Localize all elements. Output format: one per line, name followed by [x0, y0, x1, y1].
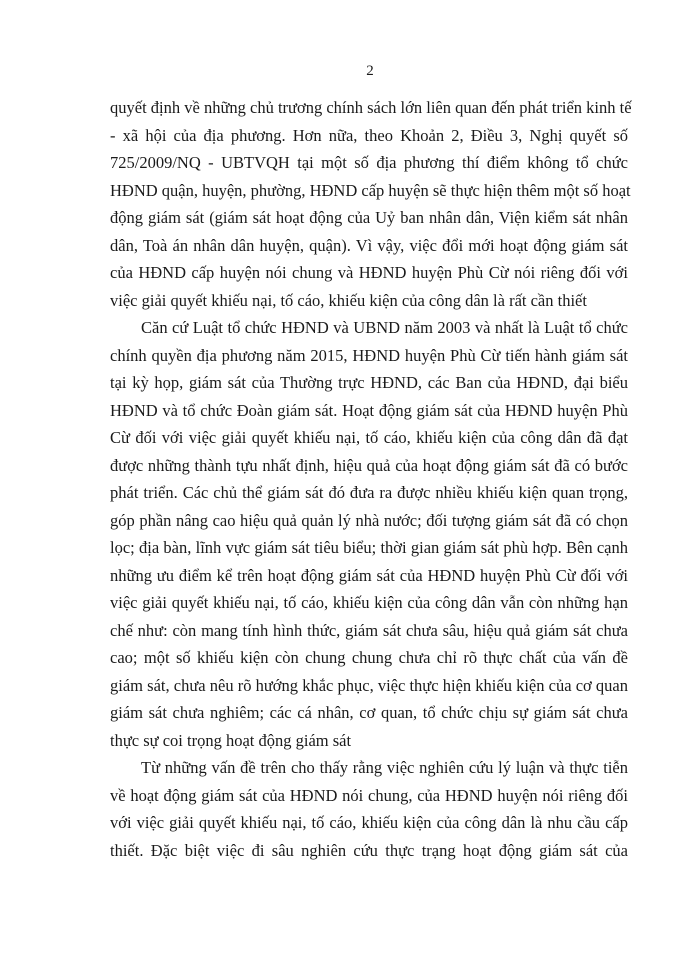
text-line: với việc giải quyết khiếu nại, tố cáo, khiếu kiện của công dân là nhu cầu cấp: [110, 813, 628, 832]
text-line: việc giải quyết khiếu nại, tố cáo, khiếu kiện của công dân vẫn còn những hạn: [110, 593, 628, 612]
paragraph-1: [110, 94, 632, 314]
paragraph-2: [110, 314, 628, 754]
text-line: cao; một số khiếu kiện còn chung chung chưa chỉ rõ thực chất của vấn đề: [110, 648, 628, 667]
text-line: phát triển. Các chủ thể giám sát đó đưa ra được nhiều khiếu kiện quan trọng,: [110, 483, 628, 502]
text-line: - xã hội của địa phương. Hơn nữa, theo Khoản 2, Điều 3, Nghị quyết số: [110, 125, 628, 145]
text-line: Căn cứ Luật tổ chức HĐND và UBND năm 2003 và nhất là Luật tổ chức: [141, 318, 628, 337]
text-line: thực sự coi trọng hoạt động giám sát: [110, 730, 352, 750]
text-line: được những thành tựu nhất định, hiệu quả của hoạt động giám sát đã có bước: [110, 455, 628, 475]
text-line: chế như: còn mang tính hình thức, giám sát chưa sâu, hiệu quả giám sát chưa: [110, 620, 628, 640]
body-text: [110, 94, 632, 864]
text-line: của HĐND cấp huyện nói chung và HĐND huyện Phù Cừ nói riêng đối với: [110, 263, 628, 282]
text-line: dân, Toà án nhân dân huyện, quận). Vì vậy, việc đổi mới hoạt động giám sát: [110, 235, 628, 255]
text-line: những ưu điểm kể trên hoạt động giám sát của HĐND huyện Phù Cừ đối với: [110, 565, 628, 585]
text-line: quyết định về những chủ trương chính sách lớn liên quan đến phát triển kinh tế: [110, 98, 632, 117]
text-line: HĐND và tổ chức Đoàn giám sát. Hoạt động giám sát của HĐND huyện Phù: [110, 400, 628, 420]
text-line: thiết. Đặc biệt việc đi sâu nghiên cứu thực trạng hoạt động giám sát của: [110, 840, 628, 860]
text-line: tại kỳ họp, giám sát của Thường trực HĐND, các Ban của HĐND, đại biểu: [110, 373, 628, 392]
text-line: giám sát chưa nghiêm; các cá nhân, cơ quan, tổ chức chịu sự giám sát chưa: [110, 703, 628, 722]
text-line: chính quyền địa phương năm 2015, HĐND huyện Phù Cừ tiến hành giám sát: [110, 345, 628, 365]
text-line: giám sát, chưa nêu rõ hướng khắc phục, việc thực hiện khiếu kiện của cơ quan: [110, 675, 628, 695]
paragraph-3: [110, 754, 628, 864]
text-line: lọc; địa bàn, lĩnh vực giám sát tiêu biểu; thời gian giám sát phù hợp. Bên cạnh: [110, 538, 628, 557]
page-number: 2: [366, 63, 374, 79]
text-line: về hoạt động giám sát của HĐND nói chung, của HĐND huyện nói riêng đối: [110, 785, 628, 805]
text-line: Cừ đối với việc giải quyết khiếu nại, tố cáo, khiếu kiện của công dân đã đạt: [110, 428, 628, 447]
text-line: HĐND quận, huyện, phường, HĐND cấp huyện sẽ thực hiện thêm một số hoạt: [110, 180, 631, 200]
text-line: động giám sát (giám sát hoạt động của Uỷ ban nhân dân, Viện kiểm sát nhân: [110, 208, 628, 227]
text-line: Từ những vấn đề trên cho thấy rằng việc nghiên cứu lý luận và thực tiễn: [141, 758, 628, 777]
text-line: góp phần nâng cao hiệu quả quản lý nhà nước; đối tượng giám sát đã có chọn: [110, 510, 628, 530]
text-line: việc giải quyết khiếu nại, tố cáo, khiếu kiện của công dân là rất cần thiết: [110, 290, 587, 310]
text-line: 725/2009/NQ - UBTVQH tại một số địa phương thí điểm không tổ chức: [110, 153, 628, 172]
